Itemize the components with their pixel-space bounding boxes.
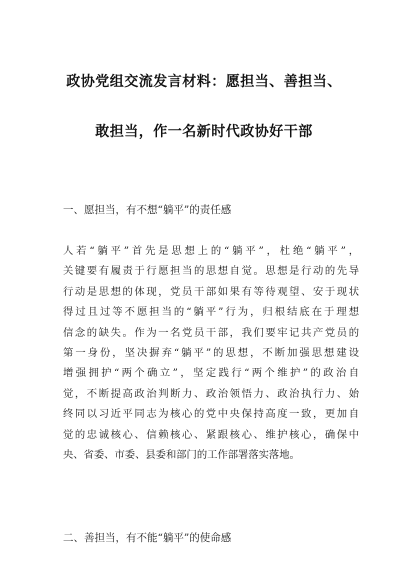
- document-title-line-1: 政协党组交流发言材料：愿担当、善担当、: [66, 74, 342, 90]
- section-2-heading: 二、善担当，有不能“躺平”的使命感: [63, 532, 232, 544]
- paragraph-line: 关键要有履责于行愿担当的思想自觉。思想是行动的先导: [63, 265, 359, 278]
- paragraph-line: 信念的缺失。作为一名党员干部，我们要牢记共产党员的: [63, 326, 359, 339]
- paragraph-line: 觉的忠诚核心、信赖核心、紧跟核心、维护核心，确保中: [63, 428, 359, 441]
- section-1-paragraph: [63, 241, 359, 465]
- paragraph-line: 增强拥护“两个确立”，坚定践行“两个维护”的政治自: [63, 367, 359, 380]
- paragraph-line: 得过且过等不愿担当的“躺平”行为，归根结底在于理想: [63, 306, 359, 319]
- paragraph-line: 终同以习近平同志为核心的党中央保持高度一致，更加自: [63, 408, 359, 421]
- paragraph-line: 第一身份，坚决摒弃“躺平”的思想，不断加强思想建设: [63, 346, 359, 359]
- paragraph-line: 行动是思想的体现，党员干部如果有等待观望、安于现状: [63, 285, 359, 298]
- paragraph-line: 央、省委、市委、县委和部门的工作部署落实落地。: [63, 448, 300, 461]
- document-title-line-2: 敢担当，作一名新时代政协好干部: [95, 124, 313, 140]
- paragraph-line: 人若“躺平”首先是思想上的“躺平”，杜绝“躺平”，: [63, 245, 359, 257]
- paragraph-line: 觉，不断提高政治判断力、政治领悟力、政治执行力、始: [63, 387, 359, 400]
- section-1-heading: 一、愿担当，有不想“躺平”的责任感: [63, 204, 232, 216]
